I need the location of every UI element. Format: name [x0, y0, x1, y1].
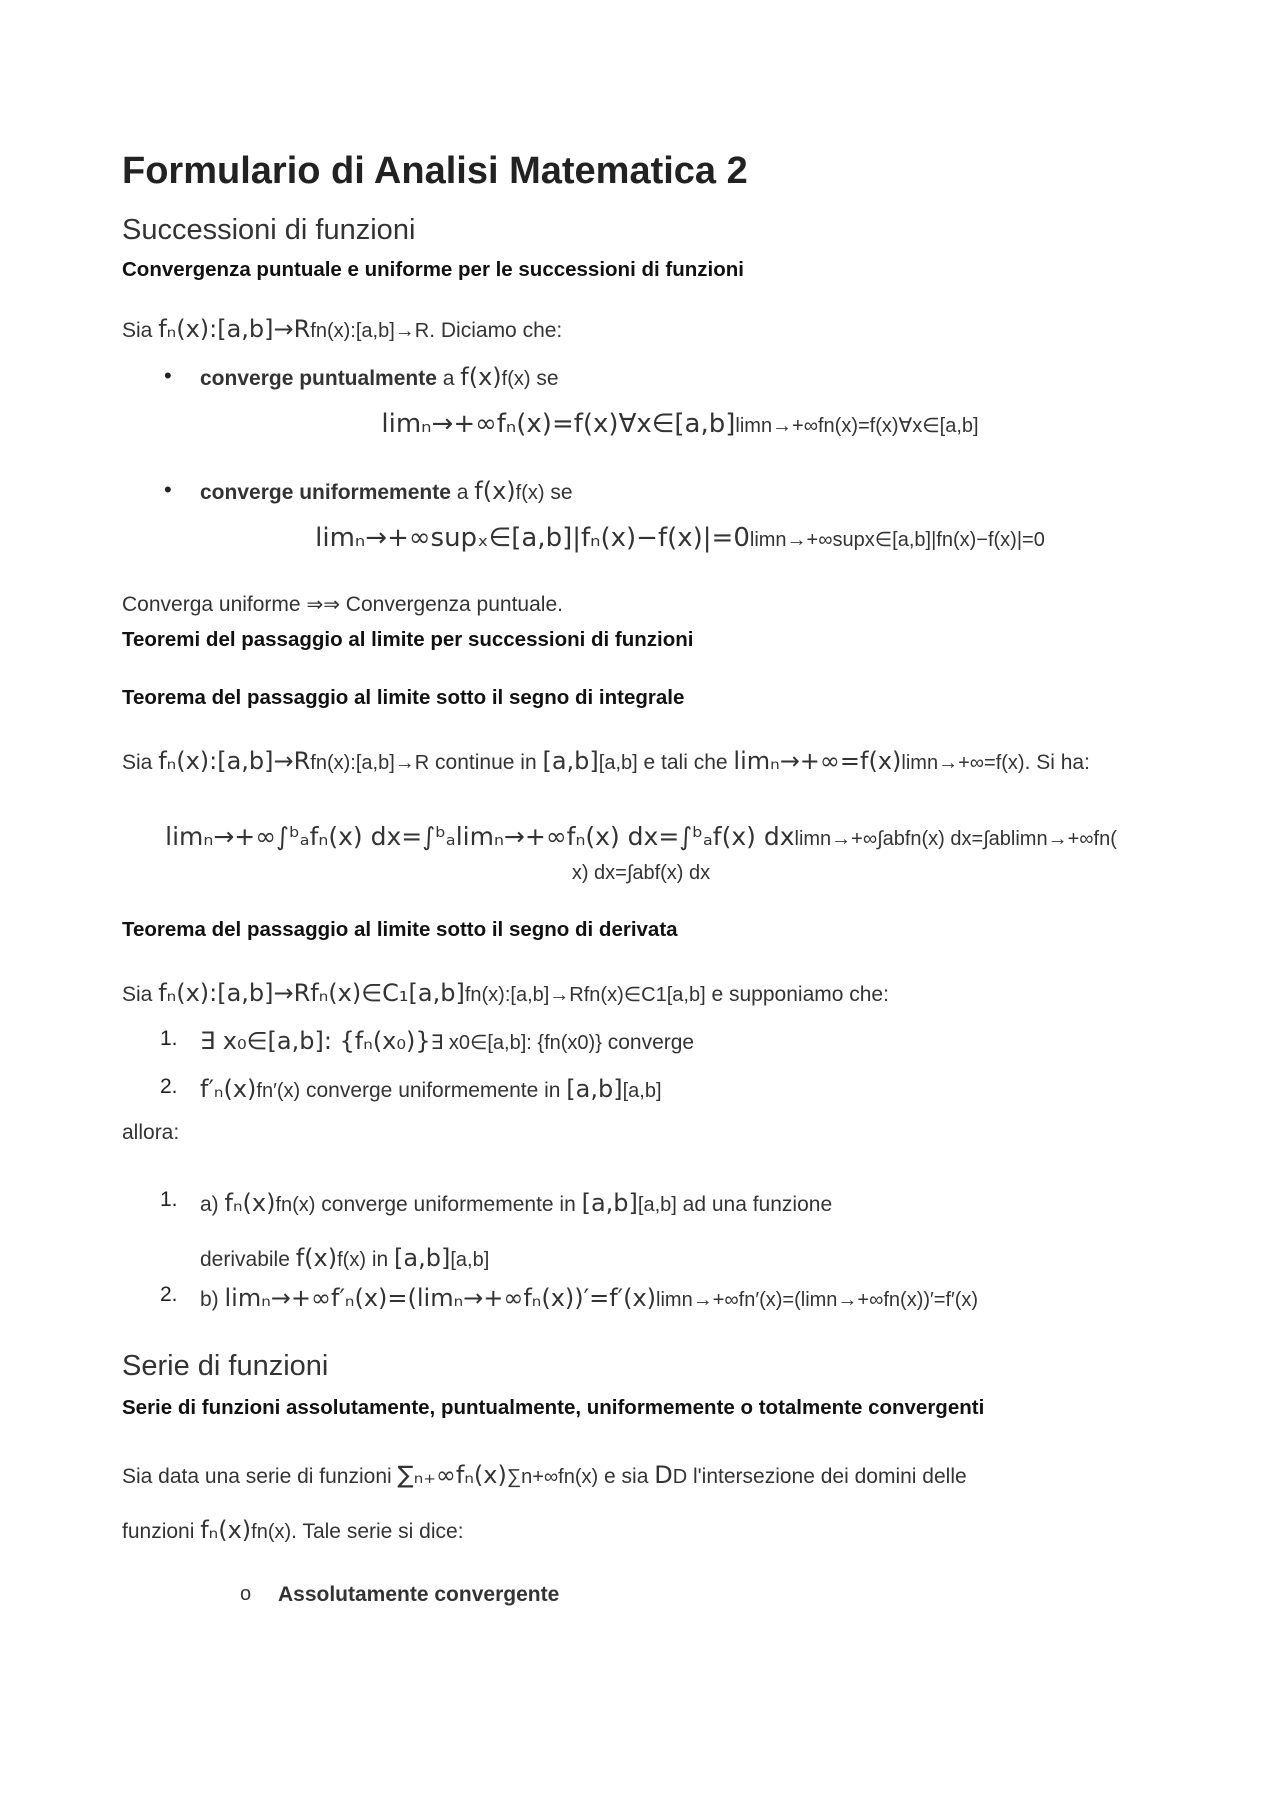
math-annotation: [a,b]	[450, 1249, 490, 1272]
math-annotation: fn′(x)	[256, 1080, 301, 1102]
text: Converga uniforme	[122, 593, 307, 616]
text: continue in	[429, 751, 543, 774]
text: derivabile	[200, 1248, 296, 1272]
math-annotation: limn→+∞supx∈[a,b]|fn(x)−f(x)|=0	[749, 529, 1045, 551]
list-item	[122, 1176, 1160, 1274]
text: Convergenza puntuale.	[339, 593, 563, 616]
math-annotation: x) dx=∫abf(x) dx	[571, 861, 711, 884]
thesis-list	[122, 1176, 1160, 1330]
paragraph-allora: allora:	[122, 1121, 180, 1144]
paragraph-theorem-derivata	[122, 974, 1160, 1022]
math-annotation: fn(x)	[275, 1194, 316, 1216]
math-annotation: limn→+∞fn′(x)=(limn→+∞fn(x))′=f′(x)	[656, 1289, 979, 1311]
text: e sia	[598, 1465, 655, 1488]
list-item	[122, 1070, 1160, 1116]
list-number: 2.	[160, 1075, 178, 1098]
text: Sia data una serie di funzioni	[122, 1465, 398, 1488]
math-expression: [a,b]	[566, 1075, 623, 1103]
text: Sia	[122, 319, 159, 342]
text: . Diciamo che:	[429, 319, 563, 342]
section-title-successioni: Successioni di funzioni	[122, 214, 416, 246]
convergence-types-list	[122, 1578, 1160, 1618]
math-expression: fₙ(x)	[200, 1516, 252, 1545]
text: in	[366, 1248, 395, 1272]
bullet-marker: •	[164, 477, 172, 502]
math-expression: ∃ x₀∈[a,b]: {fₙ(x₀)}	[200, 1027, 431, 1055]
list-item	[122, 1274, 1160, 1330]
math-annotation: D	[672, 1466, 688, 1488]
math-expression: limₙ→+∞f′ₙ(x)=(limₙ→+∞fₙ(x))′=f′(x)	[224, 1284, 657, 1312]
math-annotation: f(x)	[515, 482, 545, 504]
list-number: 1.	[160, 1188, 178, 1211]
text: se	[530, 367, 559, 390]
math-annotation: fn(x):[a,b]→R	[310, 752, 430, 774]
list-item-label: Assolutamente convergente	[278, 1583, 560, 1606]
text: . Si ha:	[1024, 751, 1090, 774]
circle-marker: o	[240, 1583, 252, 1605]
math-annotation: [a,b]	[598, 752, 638, 774]
math-annotation: limn→+∞∫abfn(x) dx=∫ablimn→+∞fn(	[794, 828, 1117, 850]
math-expression: limₙ→+∞∫ᵇₐfₙ(x) dx=∫ᵇₐlimₙ→+∞fₙ(x) dx=∫ᵇₐf(x) dx	[165, 822, 795, 851]
text: funzioni	[122, 1520, 201, 1544]
paragraph-theorem-integrale	[122, 742, 1160, 818]
math-annotation: limn→+∞fn(x)=f(x)∀x∈[a,b]	[735, 415, 979, 437]
list-item	[122, 1022, 1160, 1070]
math-expression: [a,b]	[542, 747, 599, 775]
text: ad una funzione	[676, 1193, 833, 1216]
section-title-serie: Serie di funzioni	[122, 1350, 329, 1382]
math-expression: limₙ→+∞=f(x)	[733, 747, 902, 775]
subsection-title-convergenza: Convergenza puntuale e uniforme per le successioni di funzioni	[122, 258, 744, 281]
math-expression: limₙ→+∞supₓ∈[a,b]|fₙ(x)−f(x)|=0	[315, 523, 750, 553]
theorem-title-integrale: Teorema del passaggio al limite sotto il segno di integrale	[122, 686, 685, 709]
math-expression: f′ₙ(x)	[200, 1075, 257, 1103]
list-item	[122, 1578, 1160, 1618]
math-annotation: ∃ x0∈[a,b]: {fn(x0)}	[430, 1032, 602, 1054]
math-annotation: ⇒	[323, 594, 340, 616]
list-item	[122, 358, 1160, 404]
text: converge	[601, 1031, 695, 1054]
math-expression: f(x)	[460, 363, 502, 391]
text: l'intersezione dei domini delle	[687, 1465, 967, 1488]
math-expression: [a,b]	[394, 1244, 451, 1273]
math-annotation: f(x)	[501, 368, 531, 390]
paragraph-serie-intro	[122, 1448, 1160, 1552]
math-expression: f(x)	[295, 1244, 338, 1273]
subsection-title-serie-convergenza: Serie di funzioni assolutamente, puntualmente, uniformemente o totalmente convergenti	[122, 1396, 985, 1419]
text: . Tale serie si dice:	[291, 1520, 464, 1544]
math-expression: fₙ(x):[a,b]→Rfₙ(x)∈C₁[a,b]	[158, 979, 465, 1007]
math-annotation: fn(x):[a,b]→R	[310, 320, 430, 342]
list-item	[122, 472, 1160, 518]
bold-term: converge puntualmente	[200, 367, 437, 390]
display-equation	[122, 518, 1160, 588]
math-annotation: [a,b]	[622, 1080, 662, 1102]
bullet-list	[122, 358, 1160, 588]
text: Sia	[122, 751, 159, 774]
math-expression: ∑ₙ₊∞fₙ(x)	[397, 1461, 507, 1489]
text: se	[544, 481, 573, 504]
text: b)	[200, 1288, 225, 1311]
math-expression: fₙ(x)	[224, 1189, 276, 1217]
list-number: 2.	[160, 1283, 178, 1306]
text: Sia	[122, 983, 159, 1006]
math-expression: f(x)	[474, 477, 516, 505]
math-expression: fₙ(x):[a,b]→R	[158, 315, 311, 343]
hypotheses-list	[122, 1022, 1160, 1116]
text: converge uniformemente in	[300, 1079, 567, 1102]
math-annotation: fn(x)	[251, 1521, 292, 1544]
text: a	[450, 481, 475, 504]
bold-term: converge uniformemente	[200, 481, 451, 504]
math-expression: [a,b]	[581, 1189, 638, 1217]
subsection-title-teoremi: Teoremi del passaggio al limite per successioni di funzioni	[122, 628, 694, 651]
bullet-marker: •	[164, 363, 172, 388]
math-annotation: [a,b]	[637, 1194, 677, 1216]
theorem-title-derivata: Teorema del passaggio al limite sotto il segno di derivata	[122, 918, 678, 941]
paragraph-intro	[122, 310, 1160, 358]
math-expression: D	[654, 1461, 673, 1489]
text: a)	[200, 1193, 225, 1216]
text: converge uniformemente in	[315, 1193, 582, 1216]
display-equation	[122, 404, 1160, 472]
paragraph-note	[122, 588, 1160, 628]
list-number: 1.	[160, 1027, 178, 1050]
math-expression: fₙ(x):[a,b]→R	[158, 747, 311, 775]
math-expression: ⇒	[306, 592, 324, 616]
text: e supponiamo che:	[705, 983, 889, 1006]
display-equation	[122, 818, 1160, 904]
math-annotation: fn(x):[a,b]→Rfn(x)∈C1[a,b]	[464, 984, 706, 1006]
math-expression: limₙ→+∞fₙ(x)=f(x)∀x∈[a,b]	[381, 409, 736, 439]
text: a	[436, 367, 461, 390]
text: e tali che	[637, 751, 734, 774]
math-annotation: ∑n+∞fn(x)	[506, 1466, 599, 1488]
document-title: Formulario di Analisi Matematica 2	[122, 150, 748, 192]
math-annotation: limn→+∞=f(x)	[901, 752, 1025, 774]
math-annotation: f(x)	[337, 1249, 367, 1272]
